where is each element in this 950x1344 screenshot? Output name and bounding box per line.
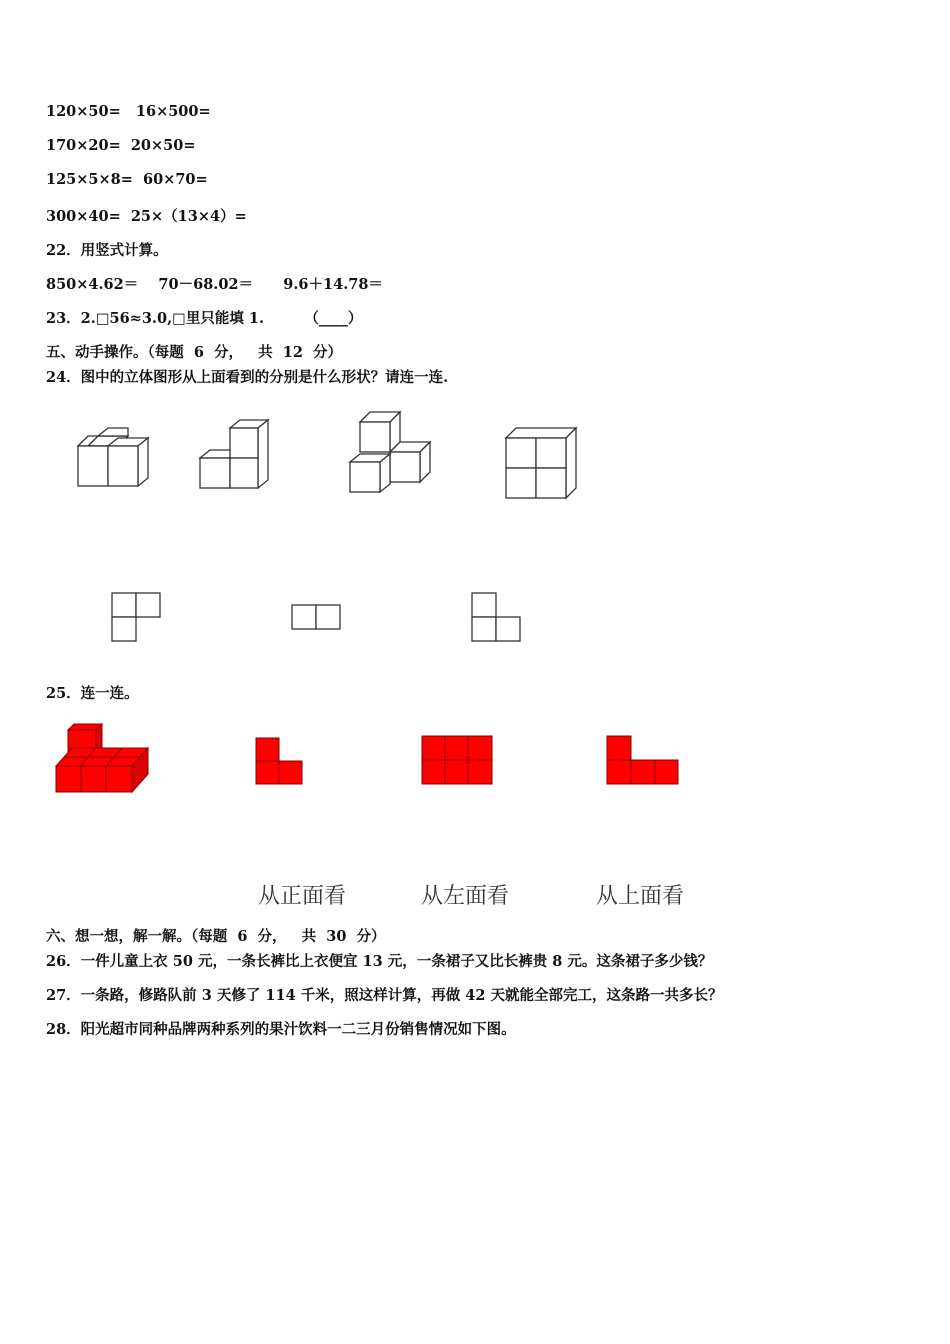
q24-solid-4 xyxy=(506,428,576,498)
q24-top-views xyxy=(100,585,540,650)
q24-solid-2 xyxy=(200,420,268,488)
q25-red-figures xyxy=(50,718,700,803)
q24-view-c xyxy=(472,593,520,641)
question-22-items: 850×4.62＝ 70－68.02＝ 9.6＋14.78＝ xyxy=(46,276,383,293)
label-left-view: 从左面看 xyxy=(421,884,510,909)
q24-solid-figures xyxy=(60,400,600,510)
question-25: 25．连一连。 xyxy=(46,685,139,702)
section-6-heading: 六、想一想，解一解。（每题 6 分， 共 30 分） xyxy=(46,928,386,945)
q24-solid-3 xyxy=(350,412,430,492)
question-26: 26．一件儿童上衣 50 元，一条长裤比上衣便宜 13 元，一条裙子又比长裤贵 8 元。这条裙子多少钱？ xyxy=(46,953,713,970)
question-23: 23．2.□56≈3.0,□里只能填 1. （____） xyxy=(46,310,363,327)
section-5-heading: 五、动手操作。（每题 6 分， 共 12 分） xyxy=(46,344,343,361)
q25-view-rectangle xyxy=(422,736,492,784)
q25-red-solid xyxy=(56,724,148,792)
q24-view-a xyxy=(112,593,160,641)
calc-line-3: 125×5×8= 60×70= xyxy=(46,171,208,188)
question-24: 24．图中的立体图形从上面看到的分别是什么形状？请连一连. xyxy=(46,369,449,386)
q25-view-l-shape xyxy=(256,738,302,784)
question-22: 22．用竖式计算。 xyxy=(46,242,168,259)
calc-line-2: 170×20= 20×50= xyxy=(46,137,196,154)
q24-view-b xyxy=(292,605,340,629)
question-28: 28．阳光超市同种品牌两种系列的果汁饮料一二三月份销售情况如下图。 xyxy=(46,1021,516,1038)
q24-solid-1 xyxy=(78,428,148,486)
label-top-view: 从上面看 xyxy=(596,884,685,909)
q25-view-long-l xyxy=(607,736,678,784)
calc-line-1: 120×50= 16×500= xyxy=(46,103,211,120)
label-front-view: 从正面看 xyxy=(258,884,347,909)
question-27: 27．一条路，修路队前 3 天修了 114 千米，照这样计算，再做 42 天就能全部完工，这条路一共多长？ xyxy=(46,987,723,1004)
calc-line-4: 300×40= 25×（13×4）= xyxy=(46,208,247,225)
